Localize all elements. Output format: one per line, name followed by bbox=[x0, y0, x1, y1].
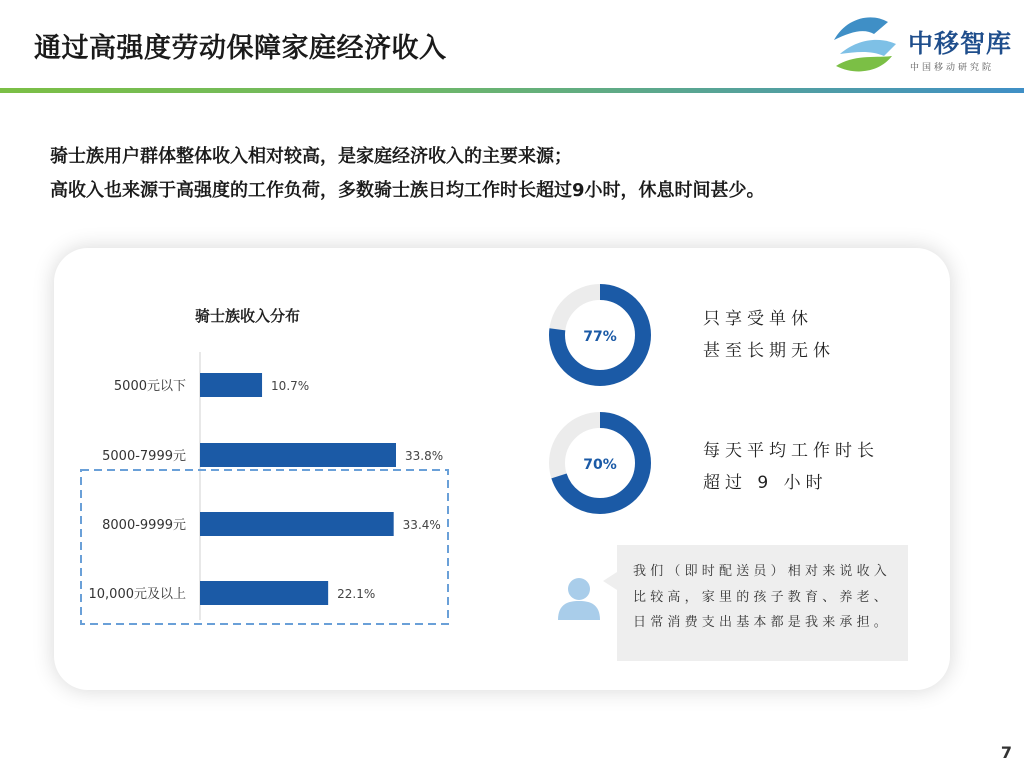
category-label: 5000元以下 bbox=[113, 379, 186, 394]
donut-text-2-line-1: 每天平均工作时长 bbox=[703, 441, 879, 461]
quote-box bbox=[617, 545, 908, 661]
value-label: 22.1% bbox=[337, 587, 376, 601]
bar bbox=[200, 512, 394, 536]
category-label: 5000-7999元 bbox=[102, 449, 186, 464]
logo-name: 中移智库 bbox=[908, 29, 1013, 58]
bar bbox=[200, 581, 328, 605]
logo-subtitle: 中国移动研究院 bbox=[910, 63, 995, 73]
donut-text-2 bbox=[703, 435, 879, 499]
person-icon bbox=[556, 574, 602, 622]
category-label: 10,000元及以上 bbox=[88, 587, 186, 602]
value-label: 10.7% bbox=[271, 379, 310, 393]
donut-text-1 bbox=[703, 303, 835, 367]
quote-text: 我们（即时配送员）相对来说收入比较高，家里的孩子教育、养老、日常消费支出基本都是我来承担。 bbox=[633, 564, 892, 630]
quote-pointer bbox=[603, 572, 617, 590]
donut-value-label: 77% bbox=[583, 329, 617, 345]
bar bbox=[200, 373, 262, 397]
category-label: 8000-9999元 bbox=[102, 518, 186, 533]
value-label: 33.8% bbox=[405, 449, 444, 463]
bar bbox=[200, 443, 396, 467]
donut-text-2-line-2: 超过 9 小时 bbox=[703, 473, 828, 493]
summary-line-2: 高收入也来源于高强度的工作负荷，多数骑士族日均工作时长超过9小时，休息时间甚少。 bbox=[50, 180, 765, 201]
donut-text-1-line-1: 只享受单休 bbox=[703, 309, 813, 329]
page-number: 7 bbox=[1000, 743, 1012, 762]
summary-line-1: 骑士族用户群体整体收入相对较高，是家庭经济收入的主要来源； bbox=[50, 146, 572, 167]
donut-value-label: 70% bbox=[583, 457, 617, 473]
donut-text-1-line-2: 甚至长期无休 bbox=[703, 341, 835, 361]
page-title: 通过高强度劳动保障家庭经济收入 bbox=[34, 33, 447, 64]
chart-title: 骑士族收入分布 bbox=[195, 307, 301, 325]
value-label: 33.4% bbox=[402, 518, 441, 532]
